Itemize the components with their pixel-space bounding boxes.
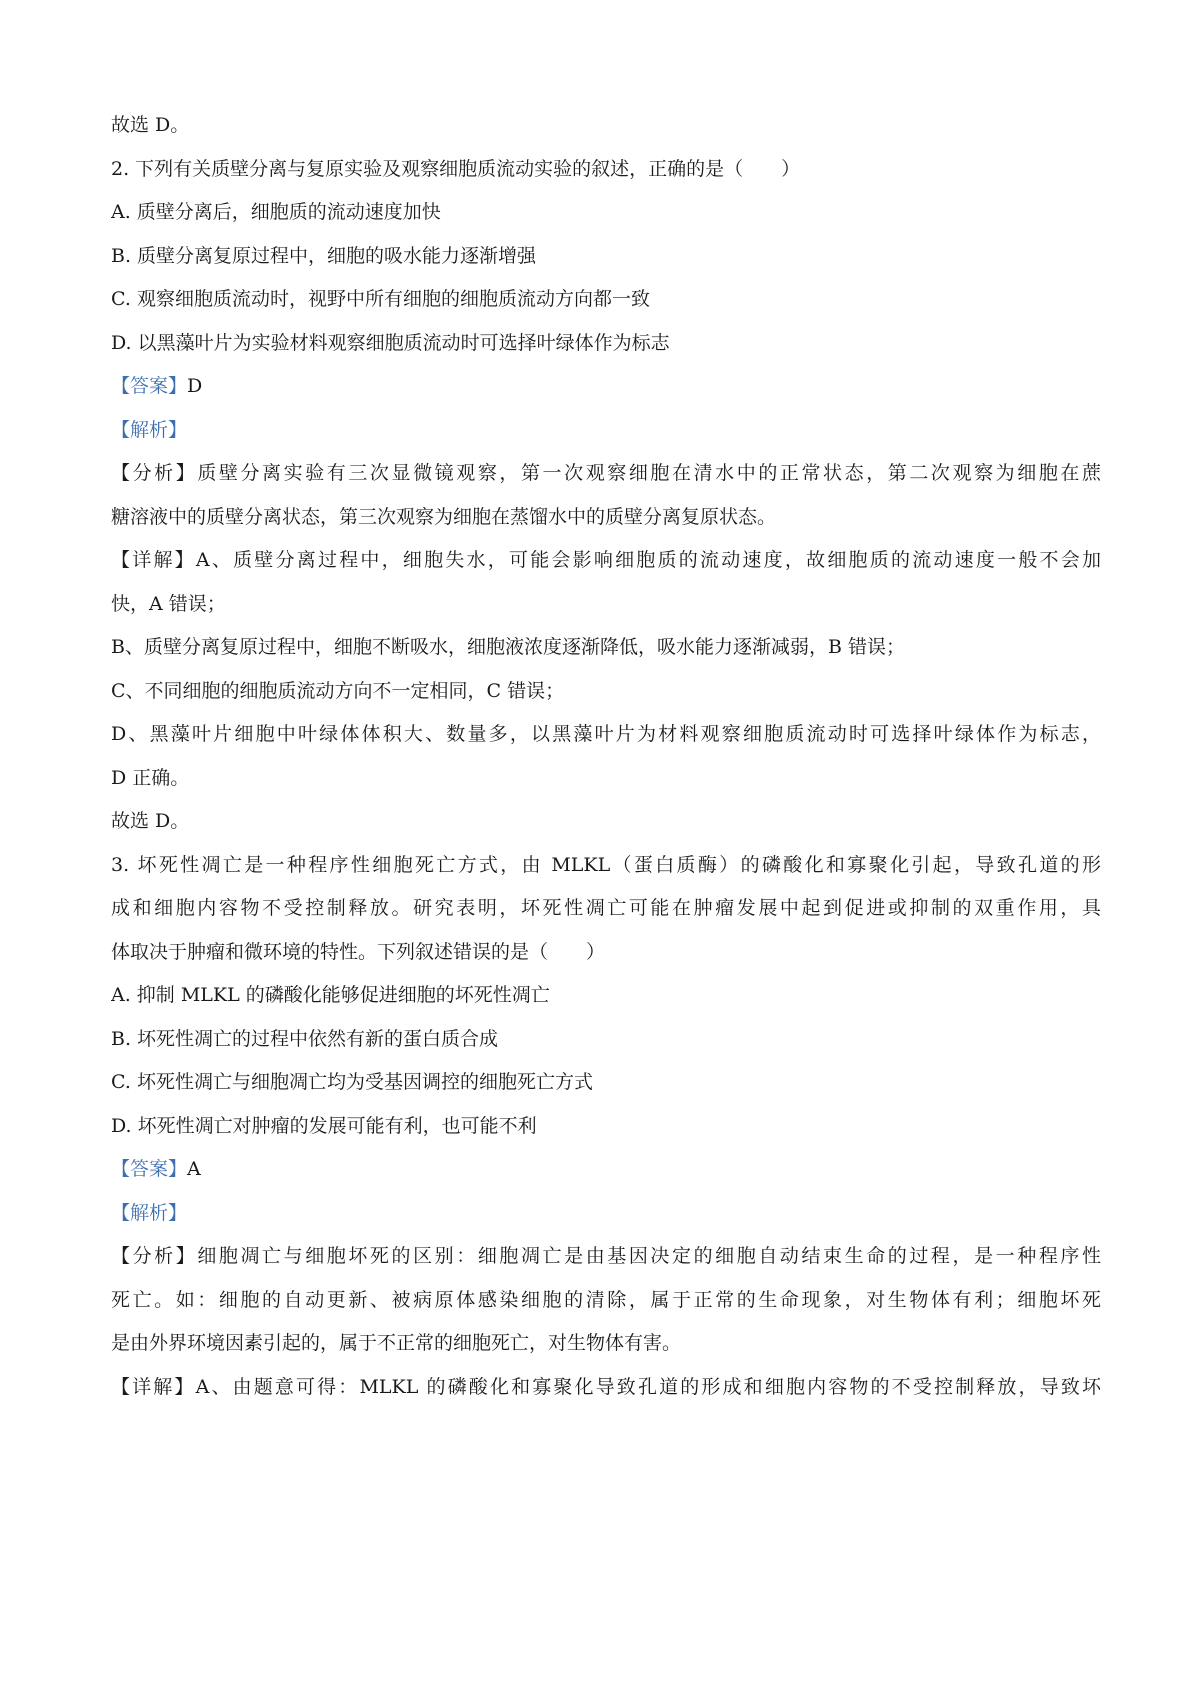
detail-tag: 【详解】 bbox=[111, 1376, 196, 1398]
text-line: 死亡。如：细胞的自动更新、被病原体感染细胞的清除，属于正常的生命现象，对生物体有利；细胞坏死 bbox=[111, 1289, 1101, 1311]
answer-line: 【答案】A bbox=[111, 1158, 201, 1180]
detail-line: 【详解】A、质壁分离过程中，细胞失水，可能会影响细胞质的流动速度，故细胞质的流动速度一般不会加 bbox=[111, 549, 1101, 571]
detail-line: 【详解】A、由题意可得：MLKL 的磷酸化和寡聚化导致孔道的形成和细胞内容物的不受控制释放，导致坏 bbox=[111, 1376, 1101, 1398]
question-3-stem: 3. 坏死性凋亡是一种程序性细胞死亡方式，由 MLKL（蛋白质酶）的磷酸化和寡聚化引起，导致孔道的形 bbox=[111, 854, 1101, 876]
analysis-tag: 【分析】 bbox=[111, 1245, 198, 1267]
explanation-tag: 【解析】 bbox=[111, 1202, 188, 1224]
answer-line: 【答案】D bbox=[111, 375, 203, 397]
analysis-tag: 【分析】 bbox=[111, 462, 198, 484]
text-line: 故选 D。 bbox=[111, 810, 190, 832]
question-3-option-c: C. 坏死性凋亡与细胞凋亡均为受基因调控的细胞死亡方式 bbox=[111, 1071, 593, 1093]
answer-tag: 【答案】 bbox=[111, 1158, 188, 1180]
question-3-option-d: D. 坏死性凋亡对肿瘤的发展可能有利，也可能不利 bbox=[111, 1115, 537, 1137]
text-line: 糖溶液中的质壁分离状态，第三次观察为细胞在蒸馏水中的质壁分离复原状态。 bbox=[111, 506, 777, 528]
text-line: C、不同细胞的细胞质流动方向不一定相同，C 错误； bbox=[111, 680, 565, 702]
question-3-stem: 体取决于肿瘤和微环境的特性。下列叙述错误的是（ ） bbox=[111, 941, 606, 963]
explanation-header bbox=[111, 417, 1101, 443]
text-line: B、质壁分离复原过程中，细胞不断吸水，细胞液浓度逐渐降低，吸水能力逐渐减弱，B 错误； bbox=[111, 636, 905, 658]
text-line: D 正确。 bbox=[111, 767, 190, 789]
explanation-tag: 【解析】 bbox=[111, 419, 188, 441]
question-3-stem: 成和细胞内容物不受控制释放。研究表明，坏死性凋亡可能在肿瘤发展中起到促进或抑制的双重作用，具 bbox=[111, 897, 1101, 919]
question-2-option-a: A. 质壁分离后，细胞质的流动速度加快 bbox=[111, 201, 441, 223]
detail-tag: 【详解】 bbox=[111, 549, 196, 571]
answer-tag: 【答案】 bbox=[111, 375, 188, 397]
question-2-option-b: B. 质壁分离复原过程中，细胞的吸水能力逐渐增强 bbox=[111, 245, 537, 267]
analysis-line: 【分析】质壁分离实验有三次显微镜观察，第一次观察细胞在清水中的正常状态，第二次观察为细胞在蔗 bbox=[111, 462, 1101, 484]
text-line: D、黑藻叶片细胞中叶绿体体积大、数量多，以黑藻叶片为材料观察细胞质流动时可选择叶绿体作为标志， bbox=[111, 723, 1101, 745]
question-3-option-b: B. 坏死性凋亡的过程中依然有新的蛋白质合成 bbox=[111, 1028, 499, 1050]
question-2-option-d: D. 以黑藻叶片为实验材料观察细胞质流动时可选择叶绿体作为标志 bbox=[111, 332, 670, 354]
text-line: 快，A 错误； bbox=[111, 593, 226, 615]
question-2-option-c: C. 观察细胞质流动时，视野中所有细胞的细胞质流动方向都一致 bbox=[111, 288, 650, 310]
text-line: 故选 D。 bbox=[111, 114, 190, 136]
question-2-stem: 2. 下列有关质壁分离与复原实验及观察细胞质流动实验的叙述，正确的是（ ） bbox=[111, 158, 801, 180]
text-line: 是由外界环境因素引起的，属于不正常的细胞死亡，对生物体有害。 bbox=[111, 1332, 682, 1354]
analysis-line: 【分析】细胞凋亡与细胞坏死的区别：细胞凋亡是由基因决定的细胞自动结束生命的过程，是一种程序性 bbox=[111, 1245, 1101, 1267]
explanation-header bbox=[111, 1200, 1101, 1226]
question-3-option-a: A. 抑制 MLKL 的磷酸化能够促进细胞的坏死性凋亡 bbox=[111, 984, 550, 1006]
